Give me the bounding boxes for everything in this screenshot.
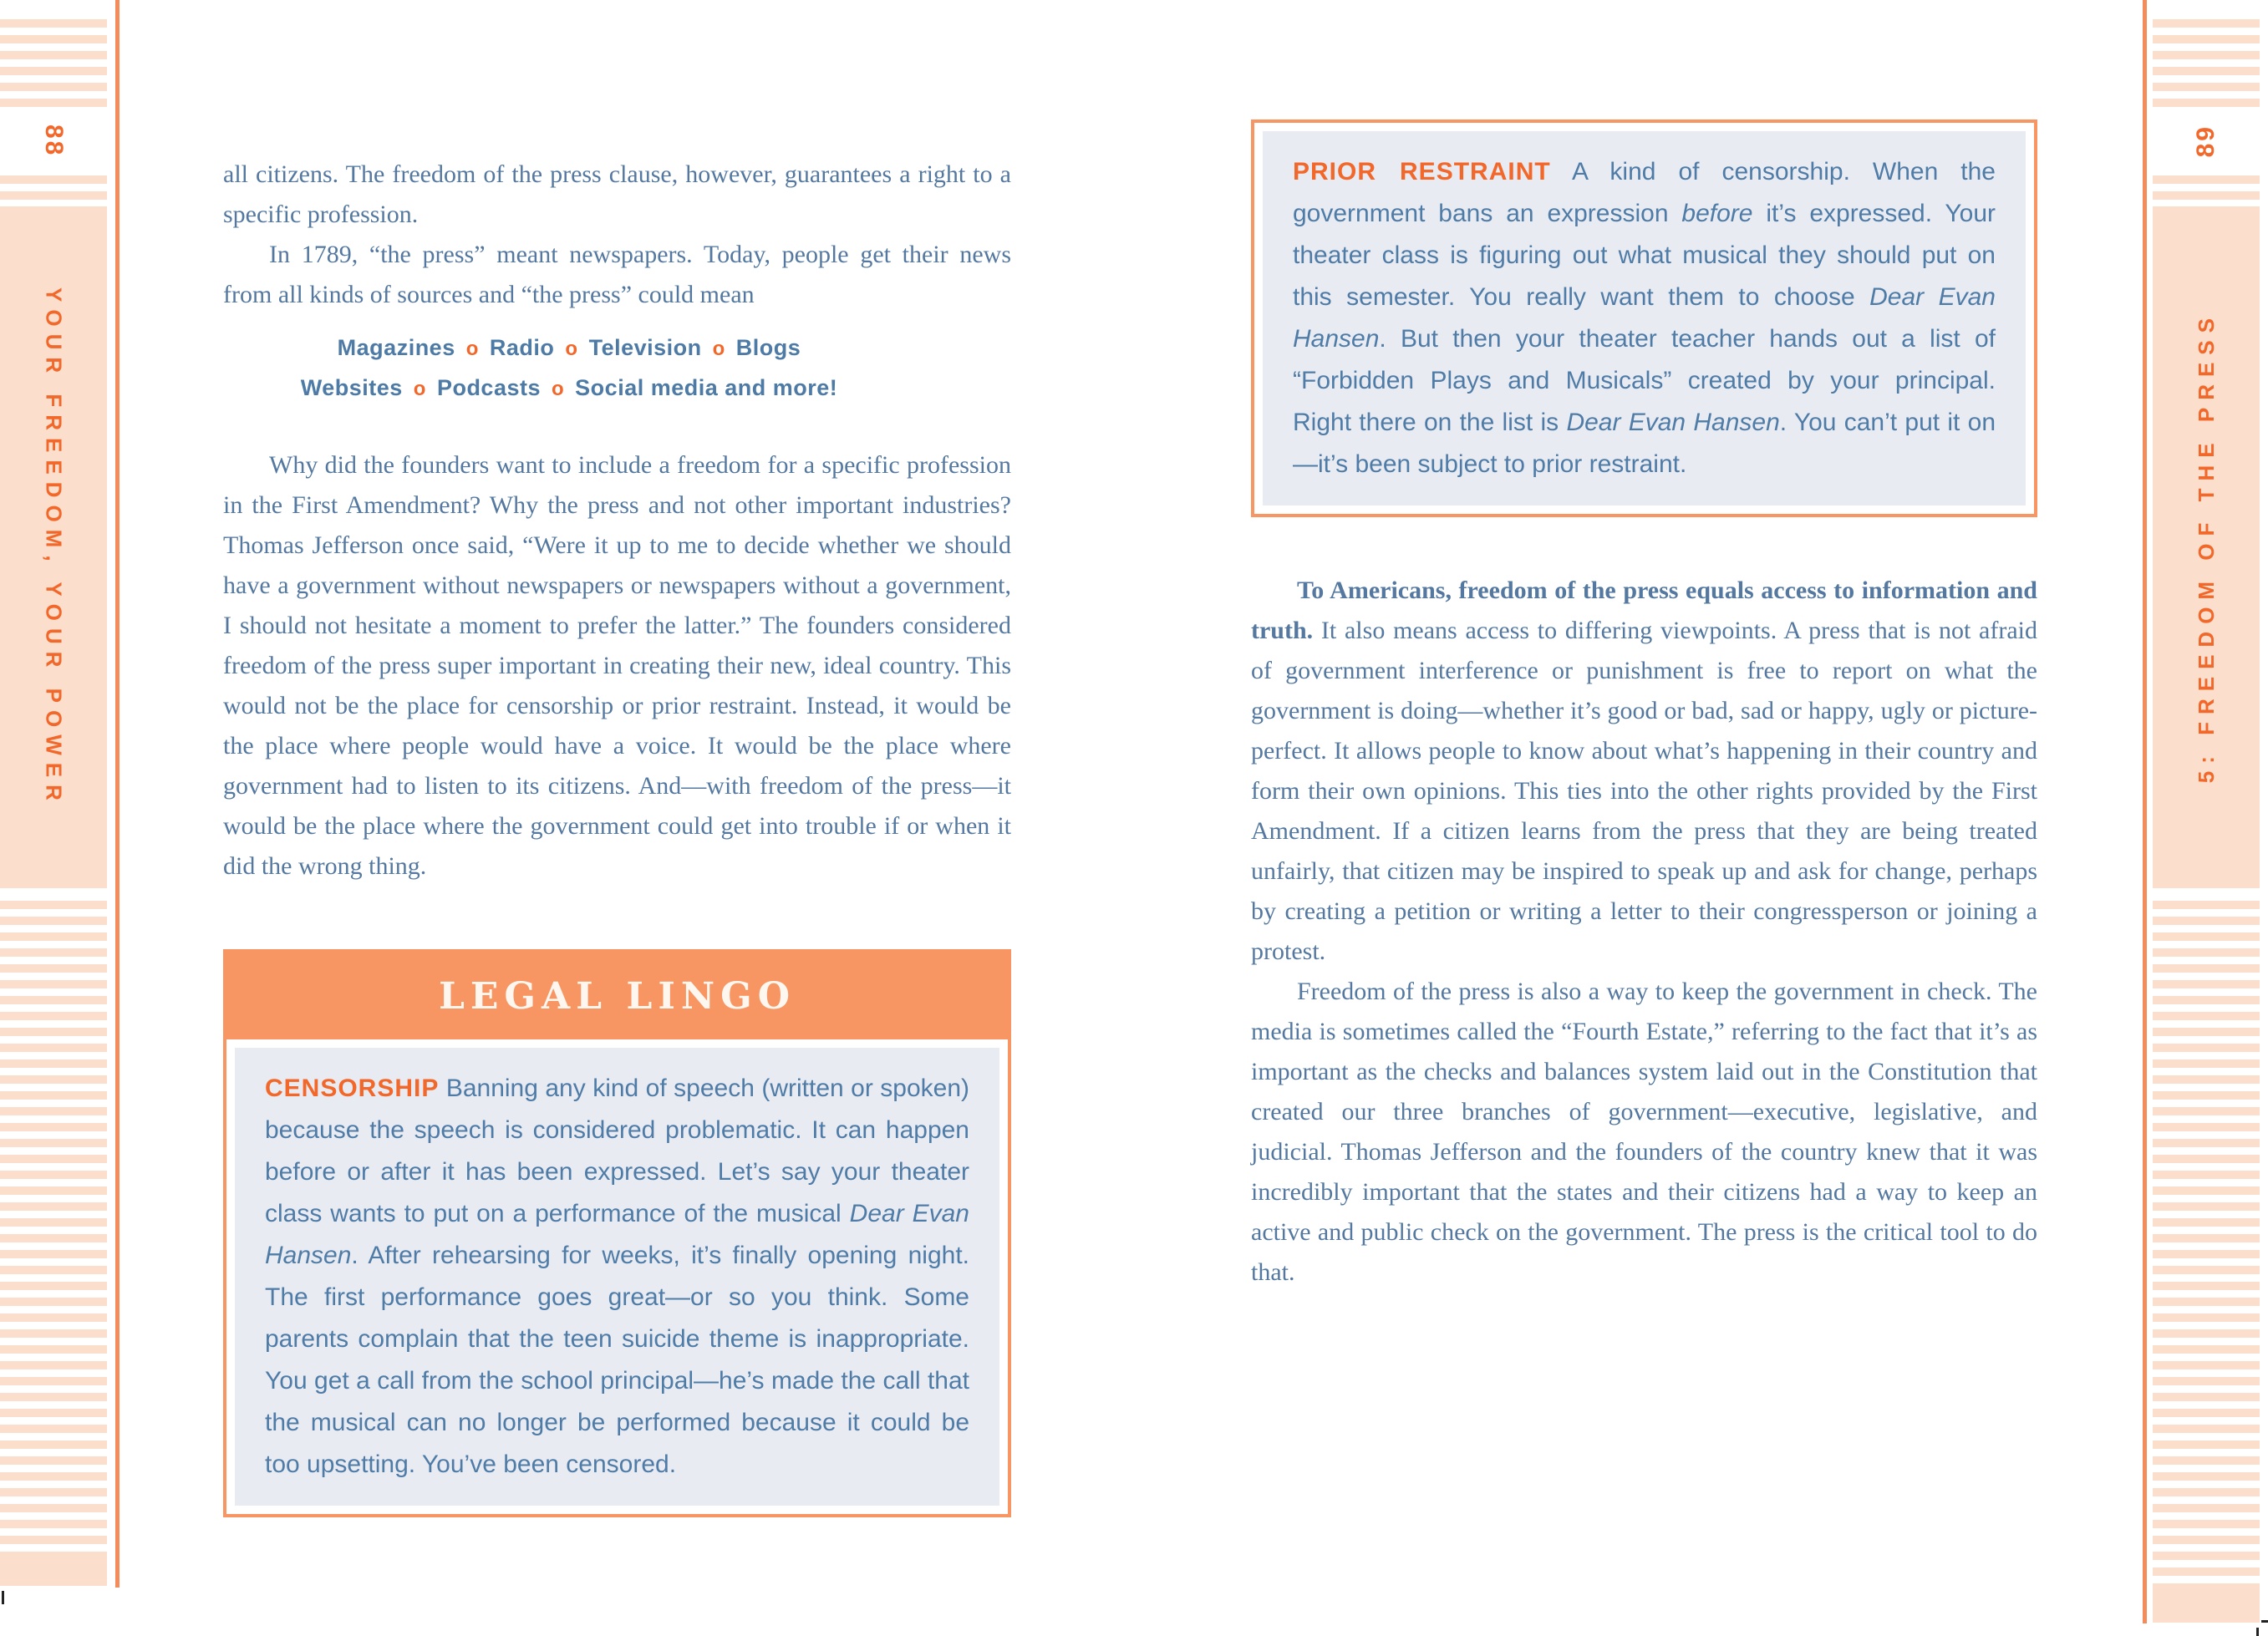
censorship-definition: CENSORSHIP Banning any kind of speech (written or spoken) because the speech is considered problematic. It can happen before or after it has been expressed. Let’s say your theater class wants to put on a performance of the musical Dear Evan Hansen. After rehearsing for weeks, it’s finally opening night. The first performance goes great—or so you think. Some parents complain that the teen suicide theme is inappropriate. You get a call from the school principal—he’s made the call that the musical can no longer be performed because it could be too upsetting. You’ve been censored. — [235, 1048, 999, 1506]
left-bottom-stripe-pattern — [0, 901, 107, 1556]
left-top-stripe-pattern — [0, 19, 107, 107]
right-page-text-column — [1251, 119, 2037, 1293]
right-page-number-area — [2153, 107, 2260, 175]
left-paragraph-2: In 1789, “the press” meant newspapers. Today, people get their news from all kinds of sources and “the press” could mean — [223, 241, 1011, 308]
left-trim-mark — [2, 1591, 4, 1604]
legal-lingo-box — [223, 949, 1011, 1517]
prior-restraint-box — [1251, 119, 2037, 517]
right-end-band — [2153, 1592, 2260, 1623]
right-vertical-rule — [2143, 0, 2147, 1623]
right-mid-stripe-pattern — [2153, 175, 2260, 200]
right-page-edge — [2153, 0, 2260, 1636]
left-vertical-rule — [115, 0, 120, 1588]
legal-lingo-body — [226, 1039, 1008, 1514]
right-sidebar-label: 5: FREEDOM OF THE PRESS — [2193, 311, 2219, 784]
right-sidebar-band — [2153, 206, 2260, 888]
left-page-number-area — [0, 107, 107, 175]
left-page-edge — [0, 0, 107, 1636]
right-bottom-stripe-pattern — [2153, 901, 2260, 1592]
prior-restraint-definition: PRIOR RESTRAINT A kind of censorship. When the government bans an expression before it’s expressed. Your theater class is figuring out what musical they should put on this semester. You really want them to choose Dear Evan Hansen. But then your theater teacher hands out a list of “Forbidden Plays and Musicals” created by your principal. Right there on the list is Dear Evan Hansen. You can’t put it on—it’s been subject to prior restraint. — [1263, 131, 2026, 506]
page-number-right: 89 — [2192, 124, 2220, 158]
page-number-left: 88 — [40, 124, 68, 158]
legal-lingo-header — [226, 953, 1008, 1039]
right-trim-mark-horizontal — [2261, 1620, 2268, 1623]
right-paragraph-1: To Americans, freedom of the press equals access to information and truth. It also means access to differing viewpoints. A press that is not afraid of government interference or punishment is free to report on what the government is doing—whether it’s good or bad, sad or happy, ugly or picture-perfect. It allows people to know about what’s happening in their country and form their own opinions. This ties into the other rights provided by the First Amendment. If a citizen learns from the press that they are being treated unfairly, that citizen may be inspired to speak up and ask for change, perhaps by creating a petition or writing a letter to their congressperson or joining a protest. — [1251, 577, 2037, 965]
left-sidebar-band — [0, 206, 107, 888]
media-types-list-line-1: Magazines o Radio o Television o Blogs — [337, 335, 801, 360]
left-mid-stripe-pattern — [0, 175, 107, 200]
left-end-band — [0, 1556, 107, 1586]
left-page-text-column — [223, 155, 1011, 887]
left-paragraph-1: all citizens. The freedom of the press clause, however, guarantees a right to a specific profession. — [223, 160, 1011, 228]
legal-lingo-title: LEGAL LINGO — [438, 974, 796, 1018]
right-top-stripe-pattern — [2153, 19, 2260, 107]
media-types-list-line-2: Websites o Podcasts o Social media and more! — [300, 375, 838, 400]
right-trim-mark-vertical — [2256, 1628, 2259, 1636]
left-paragraph-3: Why did the founders want to include a freedom for a specific profession in the First Amendment? Why the press and not other important industries? Thomas Jefferson once said, “Were it up to me to decide whether we should have a government without newspapers or newspapers without a government, I should not hesitate a moment to prefer the latter.” The founders considered freedom of the press super important in creating their new, ideal country. This would not be the place for censorship or prior restraint. Instead, it would be the place where people would have a voice. It would be the place where government had to listen to its citizens. And—with freedom of the press—it would be the place where the government could get into trouble if or when it did the wrong thing. — [223, 451, 1011, 880]
right-paragraph-2: Freedom of the press is also a way to keep the government in check. The media is sometimes called the “Fourth Estate,” referring to the fact that it’s as important as the checks and balances system laid out in the Constitution that created our three branches of government—executive, legislative, and judicial. Thomas Jefferson and the founders of the country knew that it was incredibly important that the states and their citizens had a way to keep an active and public check on the government. The press is the critical tool to do that. — [1251, 978, 2037, 1286]
left-sidebar-label: YOUR FREEDOM, YOUR POWER — [41, 287, 67, 808]
